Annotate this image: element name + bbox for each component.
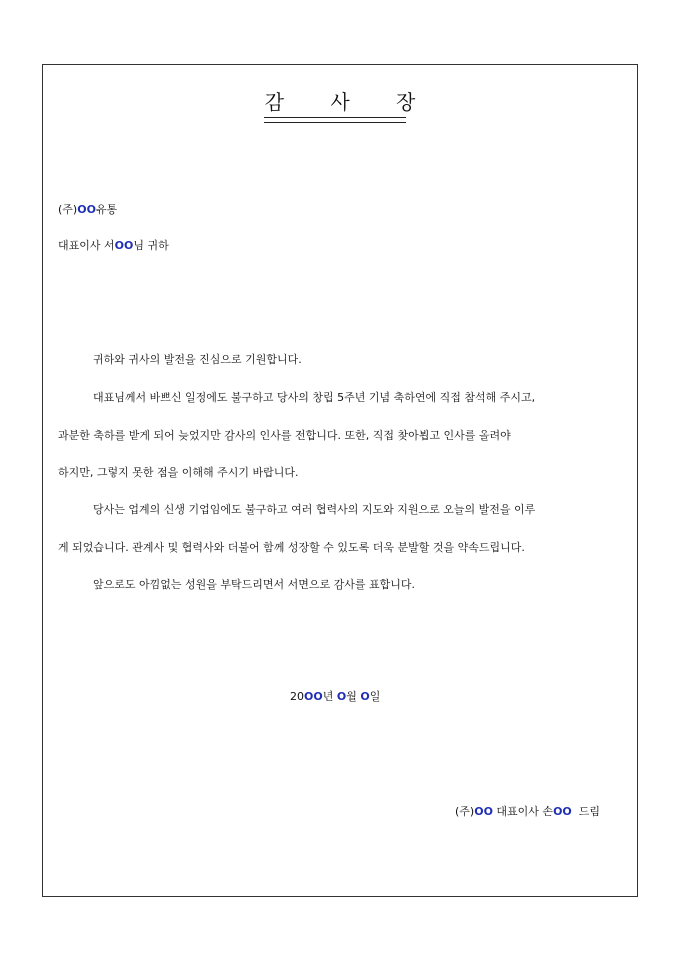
sender-signature <box>455 805 600 819</box>
recipient-company-blank: OO <box>77 203 96 216</box>
title-container <box>0 88 680 116</box>
body-line: 귀하와 귀사의 발전을 진심으로 기원합니다. <box>93 353 302 366</box>
body-line: 게 되었습니다. 관계사 및 협력사와 더불어 함께 성장할 수 있도록 더욱 분발할 것을 약속드립니다. <box>58 541 525 554</box>
date-month-blank: O <box>336 690 347 703</box>
body-line: 과분한 축하를 받게 되어 늦었지만 감사의 인사를 전합니다. 또한, 직접 찾아뵙고 인사를 올려야 <box>58 429 511 442</box>
recipient-person-blank: OO <box>114 239 134 252</box>
body-line: 하지만, 그렇지 못한 점을 이해해 주시기 바랍니다. <box>58 466 299 479</box>
date-year-label: 년 <box>322 690 334 703</box>
body-line: 앞으로도 아낌없는 성원을 부탁드리면서 서면으로 감사를 표합니다. <box>93 578 416 591</box>
body-line: 당사는 업계의 신생 기업임에도 불구하고 여러 협력사의 지도와 지원으로 오늘의 발전을 이루 <box>93 503 536 516</box>
recipient-person <box>58 239 169 253</box>
recipient-company-suffix: 유통 <box>95 203 118 216</box>
document-title: 감 사 장 <box>264 90 436 114</box>
document-frame <box>42 64 638 897</box>
document-date <box>290 690 380 704</box>
sender-title-prefix: 대표이사 손 <box>496 805 554 818</box>
body-line: 대표님께서 바쁘신 일정에도 불구하고 당사의 창립 5주년 기념 축하연에 직접 참석해 주시고, <box>93 391 536 404</box>
date-year-prefix: 20 <box>290 690 304 703</box>
sender-closing: 드림 <box>578 805 601 818</box>
recipient-company <box>58 203 117 217</box>
recipient-person-prefix: 대표이사 서 <box>58 239 115 252</box>
recipient-company-prefix: (주) <box>58 203 78 216</box>
title-double-underline <box>264 117 406 123</box>
date-day-blank: O <box>360 690 370 703</box>
sender-company-prefix: (주) <box>455 805 475 818</box>
sender-name-blank: OO <box>553 805 572 818</box>
date-month-label: 월 <box>346 690 357 703</box>
recipient-person-suffix: 님 귀하 <box>133 239 169 252</box>
date-day-label: 일 <box>369 690 381 703</box>
sender-company-blank: OO <box>474 805 493 818</box>
date-year-blank: OO <box>304 690 323 703</box>
